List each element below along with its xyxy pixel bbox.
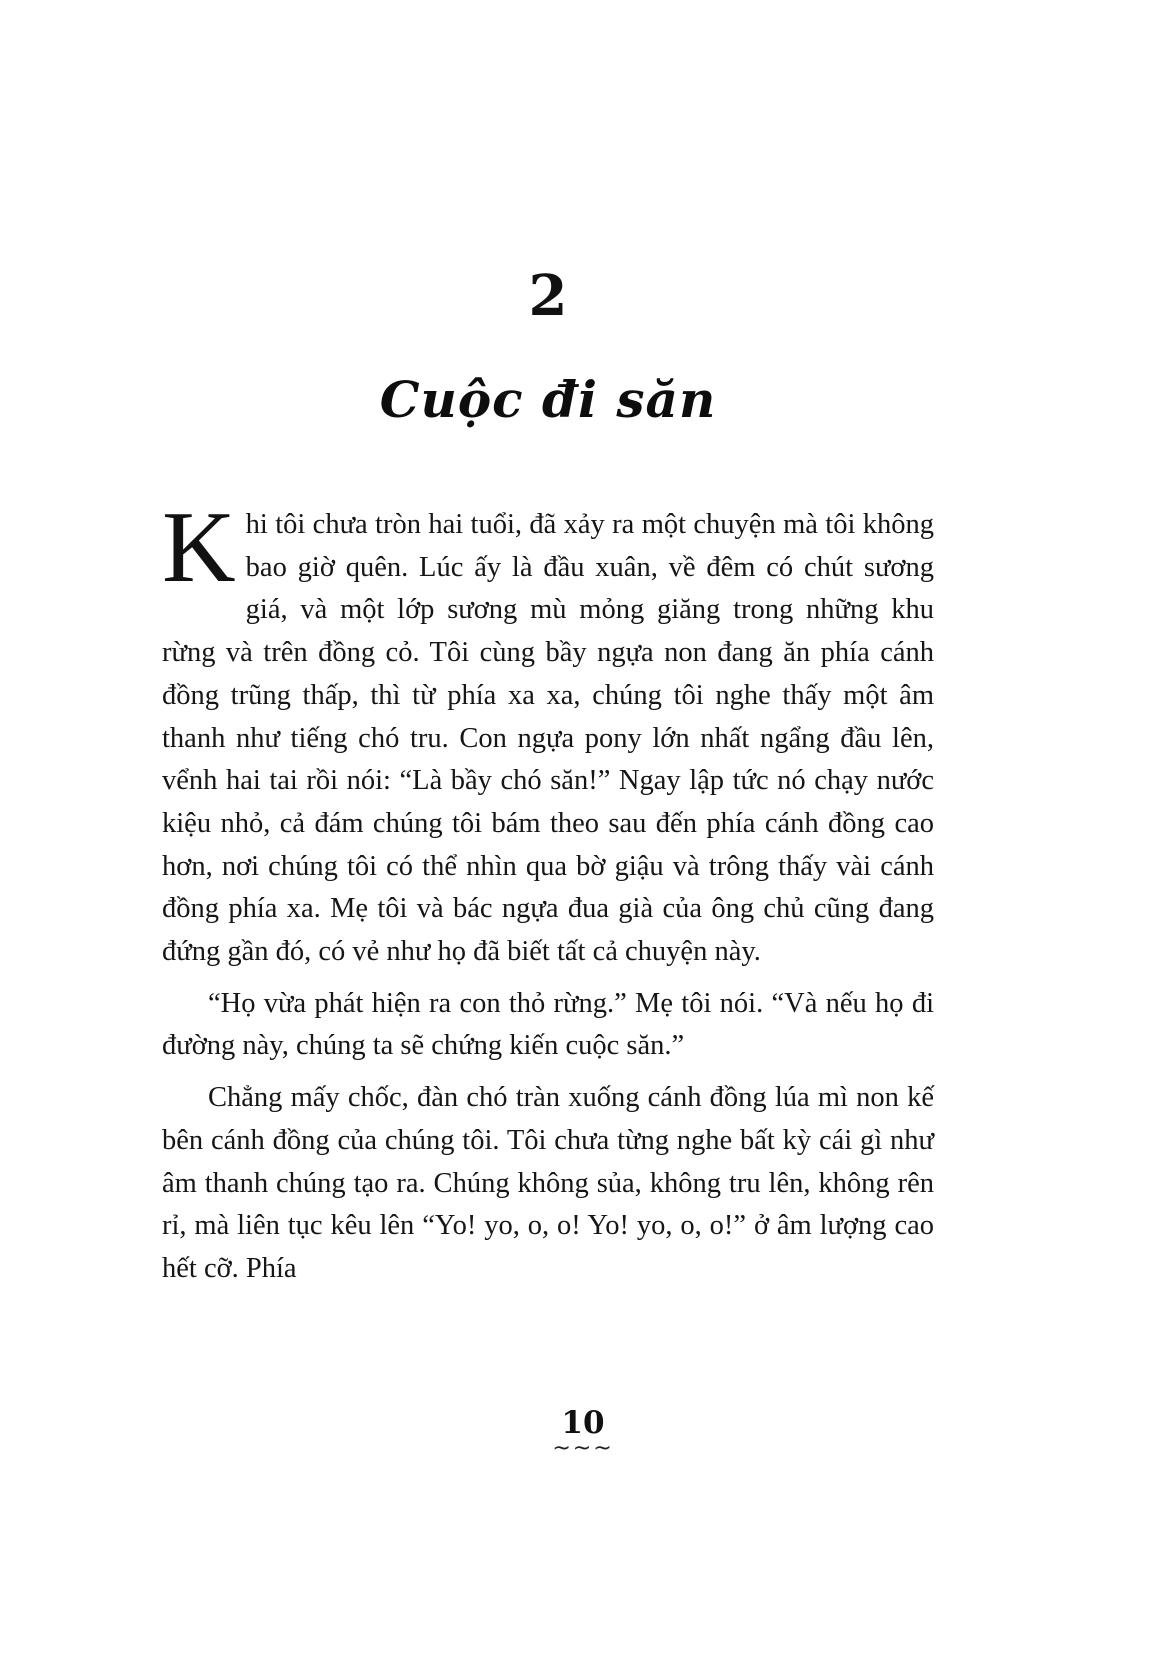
chapter-number: 2: [528, 263, 568, 329]
paragraph-1: [162, 491, 934, 974]
paragraph-2-text: “Họ vừa phát hiện ra con thỏ rừng.” Mẹ tôi nói. “Và nếu họ đi đường này, chúng ta sẽ chứng kiến cuộc săn.”: [162, 987, 934, 1062]
paragraph-2: [162, 983, 934, 1068]
paragraph-3: [162, 1077, 934, 1291]
paragraph-1-text: hi tôi chưa tròn hai tuổi, đã xảy ra một chuyện mà tôi không bao giờ quên. Lúc ấy là đầu xuân, về đêm có chút sương giá, và một lớp sương mù mỏng giăng trong những khu rừng và trên đồng cỏ. Tôi cùng bầy ngựa non đang ăn phía cánh đồng trũng thấp, thì từ phía xa xa, chúng tôi nghe thấy một âm thanh như tiếng chó tru. Con ngựa pony lớn nhất ngẩng đầu lên, vểnh hai tai rồi nói: “Là bầy chó săn!” Ngay lập tức nó chạy nước kiệu nhỏ, cả đám chúng tôi bám theo sau đến phía cánh đồng cao hơn, nơi chúng tôi có thể nhìn qua bờ giậu và trông thấy vài cánh đồng phía xa. Mẹ tôi và bác ngựa đua già của ông chủ cũng đang đứng gần đó, có vẻ như họ đã biết tất cả chuyện này.: [162, 509, 934, 968]
footer-ornament: ~~~: [552, 1436, 614, 1462]
body-text: [162, 491, 934, 1291]
drop-cap: K: [162, 491, 236, 604]
page-number: 10: [561, 1405, 605, 1441]
paragraph-3-text: Chẳng mấy chốc, đàn chó tràn xuống cánh đồng lúa mì non kế bên cánh đồng của chúng tôi. Tôi chưa từng nghe bất kỳ cái gì như âm thanh chúng tạo ra. Chúng không sủa, không tru lên, không rên rỉ, mà liên tục kêu lên “Yo! yo, o, o! Yo! yo, o, o!” ở âm lượng cao hết cỡ. Phía: [162, 1082, 934, 1284]
page-footer: [0, 1406, 1166, 1460]
chapter-title: Cuộc đi săn: [379, 370, 717, 429]
